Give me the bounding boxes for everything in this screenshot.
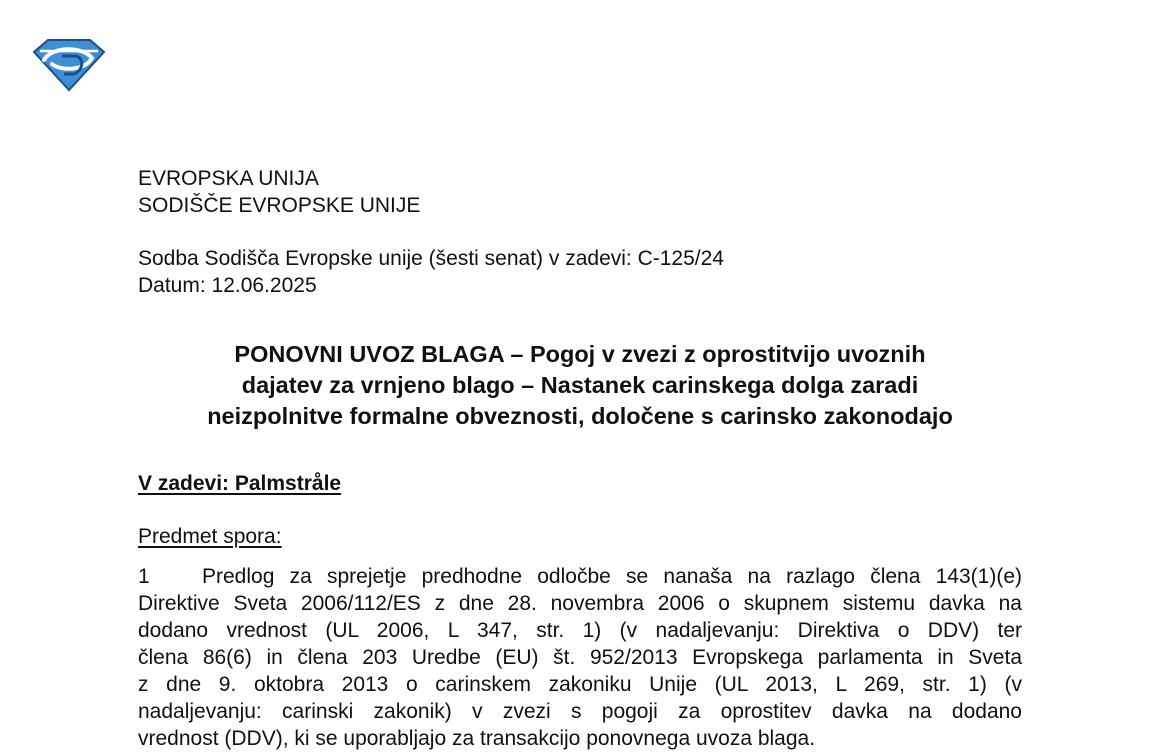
court-header (138, 165, 420, 219)
paragraph-line-text: Predlog za sprejetje predhodne odločbe se nanaša na razlago člena 143(1)(e) (202, 565, 1022, 588)
paragraph-line: dodano vrednost (UL 2006, L 347, str. 1) (v nadaljevanju: Direktiva o DDV) ter (138, 619, 1022, 642)
paragraph-line: Direktive Sveta 2006/112/ES z dne 28. novembra 2006 o skupnem sistemu davka na (138, 592, 1022, 615)
court-logo (32, 36, 106, 92)
document-title (138, 339, 1022, 432)
paragraph-line: z dne 9. oktobra 2013 o carinskem zakoniku Unije (UL 2013, L 269, str. 1) (v (138, 673, 1022, 696)
section-heading (138, 523, 282, 550)
paragraph-line (138, 563, 1022, 590)
case-name (138, 470, 341, 497)
paragraph-line: vrednost (DDV), ki se uporabljajo za transakcijo ponovnega uvoza blaga. (138, 727, 816, 750)
org-line-1: EVROPSKA UNIJA (138, 167, 319, 190)
section-heading-text: Predmet spora: (138, 525, 282, 548)
paragraph-number: 1 (138, 565, 150, 588)
paragraph-line: nadaljevanju: carinski zakonik) v zvezi s pogoji za oprostitev davka na dodano (138, 700, 1022, 723)
case-name-text: V zadevi: Palmstråle (138, 472, 342, 495)
title-line: PONOVNI UVOZ BLAGA – Pogoj v zvezi z oprostitvijo uvoznih (234, 341, 926, 367)
paragraph-1 (138, 563, 1022, 752)
org-line-2: SODIŠČE EVROPSKE UNIJE (138, 194, 421, 217)
date-line: Datum: 12.06.2025 (138, 274, 317, 297)
paragraph-line: člena 86(6) in člena 203 Uredbe (EU) št. 952/2013 Evropskega parlamenta in Sveta (138, 646, 1022, 669)
title-line: neizpolnitve formalne obveznosti, določene s carinsko zakonodajo (207, 403, 953, 429)
diamond-logo-icon (32, 36, 106, 92)
case-info (138, 245, 724, 299)
title-line: dajatev za vrnjeno blago – Nastanek carinskega dolga zaradi (241, 372, 919, 398)
judgment-line: Sodba Sodišča Evropske unije (šesti senat) v zadevi: C-125/24 (138, 247, 724, 270)
